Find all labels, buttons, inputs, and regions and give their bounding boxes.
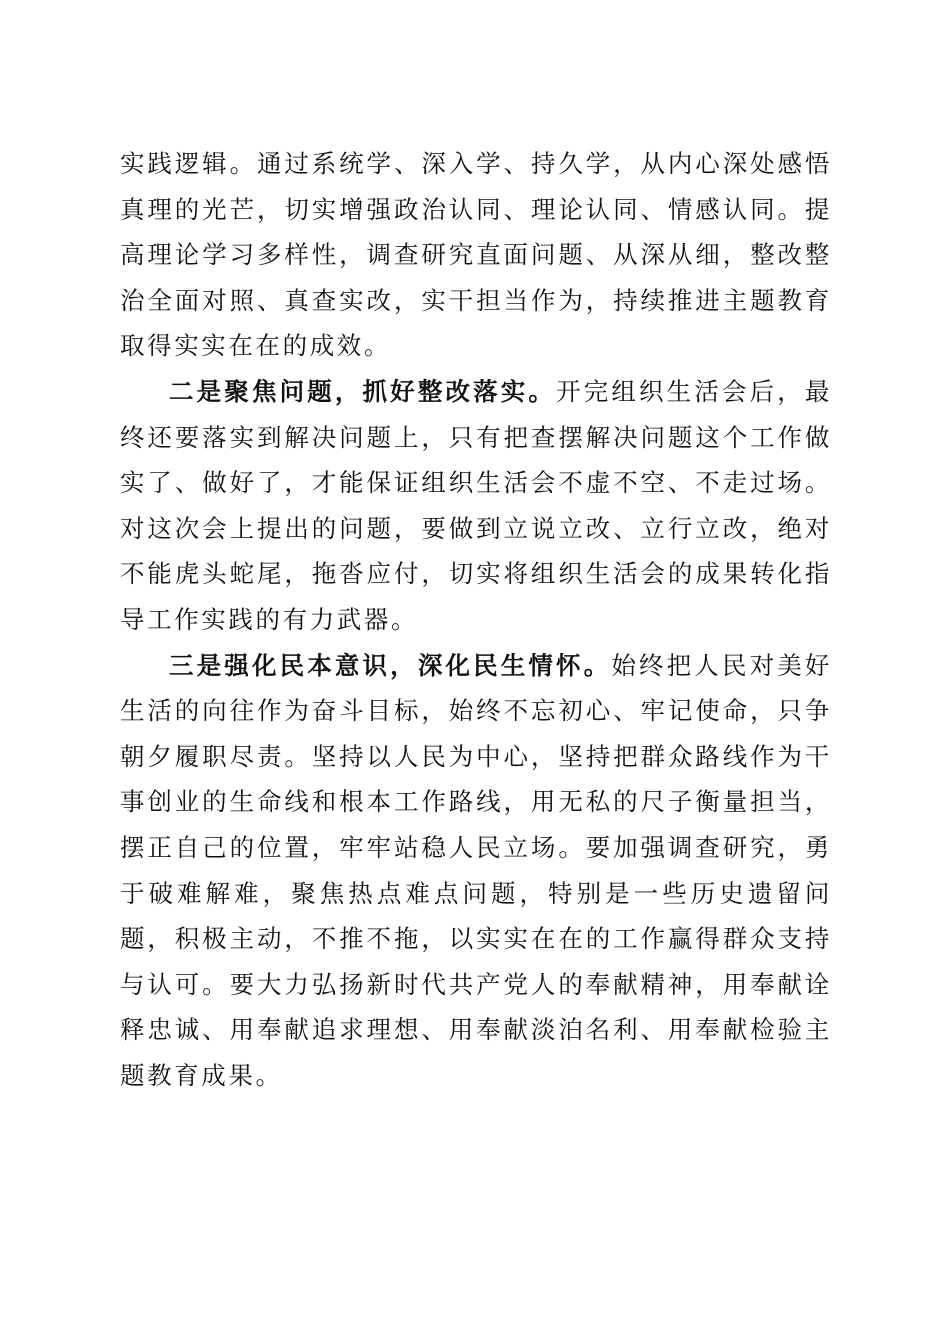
paragraph-text: 始终把人民对美好生活的向往作为奋斗目标，始终不忘初心、牢记使命，只争朝夕履职尽责。坚持以人民为中心，坚持把群众路线作为干事创业的生命线和根本工作路线，用无私的尺子衡量担当，摆正自己的位置，牢牢站稳人民立场。要加强调查研究，勇于破难解难，聚焦热点难点问题，特别是一些历史遗留问题，积极主动，不推不拖，以实实在在的工作赢得群众支持与认可。要大力弘扬新时代共产党人的奉献精神，用奉献诠释忠诚、用奉献追求理想、用奉献淡泊名利、用奉献检验主题教育成果。 <box>120 650 832 1090</box>
document-body <box>120 141 832 1098</box>
paragraph-focus-problems <box>120 369 832 643</box>
paragraph-text: 开完组织生活会后，最终还要落实到解决问题上，只有把查摆解决问题这个工作做实了、做好了，才能保证组织生活会不虚不空、不走过场。对这次会上提出的问题，要做到立说立改、立行立改，绝对不能虎头蛇尾，拖沓应付，切实将组织生活会的成果转化指导工作实践的有力武器。 <box>120 376 833 634</box>
paragraph-text: 实践逻辑。通过系统学、深入学、持久学，从内心深处感悟真理的光芒，切实增强政治认同、理论认同、情感认同。提高理论学习多样性，调查研究直面问题、从深从细，整改整治全面对照、真查实改，实干担当作为，持续推进主题教育取得实实在在的成效。 <box>120 149 832 361</box>
paragraph-lead-heading: 三是强化民本意识，深化民生情怀。 <box>169 650 612 680</box>
paragraph-people-awareness <box>120 643 832 1099</box>
paragraph-lead-heading: 二是聚焦问题，抓好整改落实。 <box>169 376 557 406</box>
paragraph-continuation <box>120 141 832 369</box>
